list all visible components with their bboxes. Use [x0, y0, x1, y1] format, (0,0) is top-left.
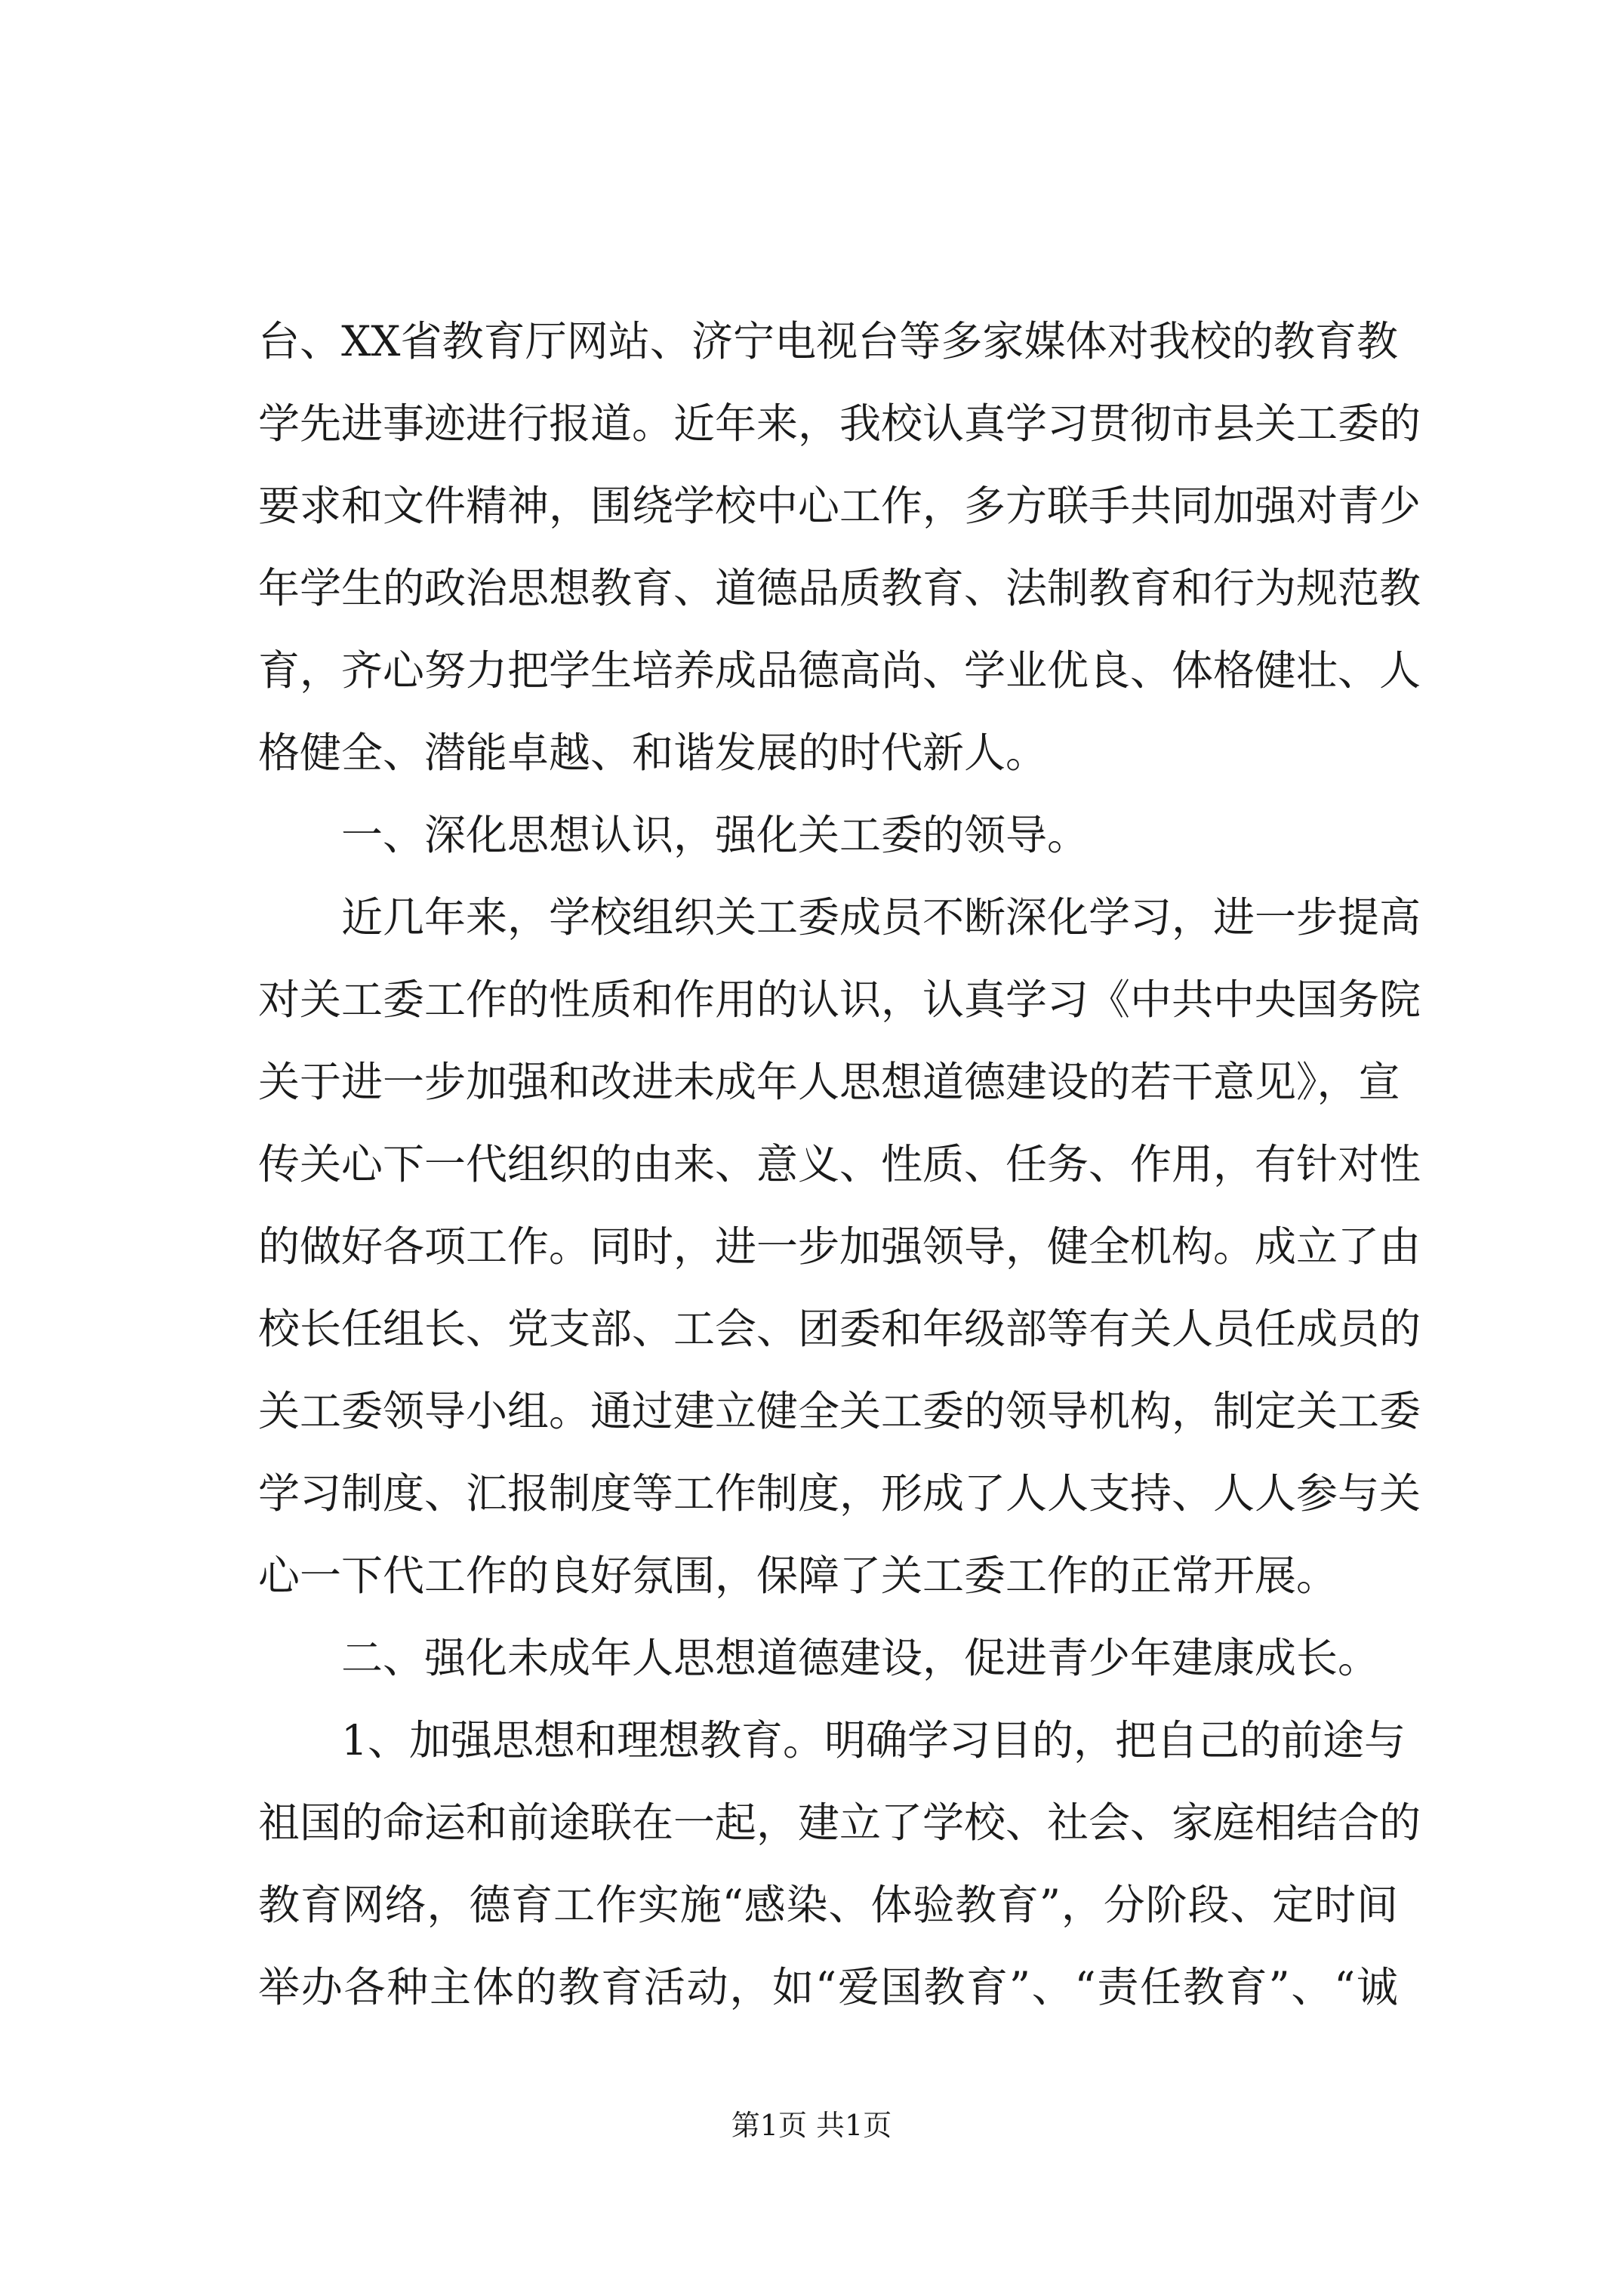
text-line: 校长任组长、党支部、工会、团委和年级部等有关人员任成员的 [258, 1305, 1421, 1353]
text-line: 一、深化思想认识，强化关工委的领导。 [341, 811, 1089, 859]
text-line: 祖国的命运和前途联在一起，建立了学校、社会、家庭相结合的 [258, 1798, 1421, 1847]
text-line: 1、加强思想和理想教育。明确学习目的，把自己的前途与 [341, 1716, 1406, 1764]
text-line: 要求和文件精神，围绕学校中心工作，多方联手共同加强对青少 [258, 482, 1421, 530]
text-line: 学先进事迹进行报道。近年来，我校认真学习贯彻市县关工委的 [258, 399, 1421, 448]
text-line: 关工委领导小组。通过建立健全关工委的领导机构，制定关工委 [258, 1387, 1421, 1435]
text-line: 近几年来，学校组织关工委成员不断深化学习，进一步提高 [341, 893, 1421, 942]
text-line: 格健全、潜能卓越、和谐发展的时代新人。 [258, 729, 1048, 777]
text-line: 教育网络，德育工作实施“感染、体验教育”，分阶段、定时间 [258, 1881, 1398, 1929]
text-line: 关于进一步加强和改进未成年人思想道德建设的若干意见》，宣 [258, 1058, 1400, 1106]
text-line: 举办各种主体的教育活动，如“爱国教育”、“责任教育”、“诚 [258, 1963, 1398, 2011]
text-line: 心一下代工作的良好氛围，保障了关工委工作的正常开展。 [258, 1552, 1338, 1600]
document-body [258, 300, 1421, 2029]
text-line: 传关心下一代组织的由来、意义、性质、任务、作用，有针对性 [258, 1140, 1421, 1188]
text-line: 年学生的政治思想教育、道德品质教育、法制教育和行为规范教 [258, 564, 1421, 612]
text-line: 育，齐心努力把学生培养成品德高尚、学业优良、体格健壮、人 [258, 646, 1421, 695]
text-line: 二、强化未成年人思想道德建设，促进青少年建康成长。 [341, 1634, 1380, 1682]
page-footer: 第1页 共1页 [731, 2109, 892, 2142]
text-line: 的做好各项工作。同时，进一步加强领导，健全机构。成立了由 [258, 1222, 1421, 1271]
text-line: 学习制度、汇报制度等工作制度，形成了人人支持、人人参与关 [258, 1469, 1421, 1518]
text-line: 台、XX省教育厅网站、济宁电视台等多家媒体对我校的教育教 [258, 317, 1398, 365]
text-line: 对关工委工作的性质和作用的认识，认真学习《中共中央国务院 [258, 975, 1421, 1024]
